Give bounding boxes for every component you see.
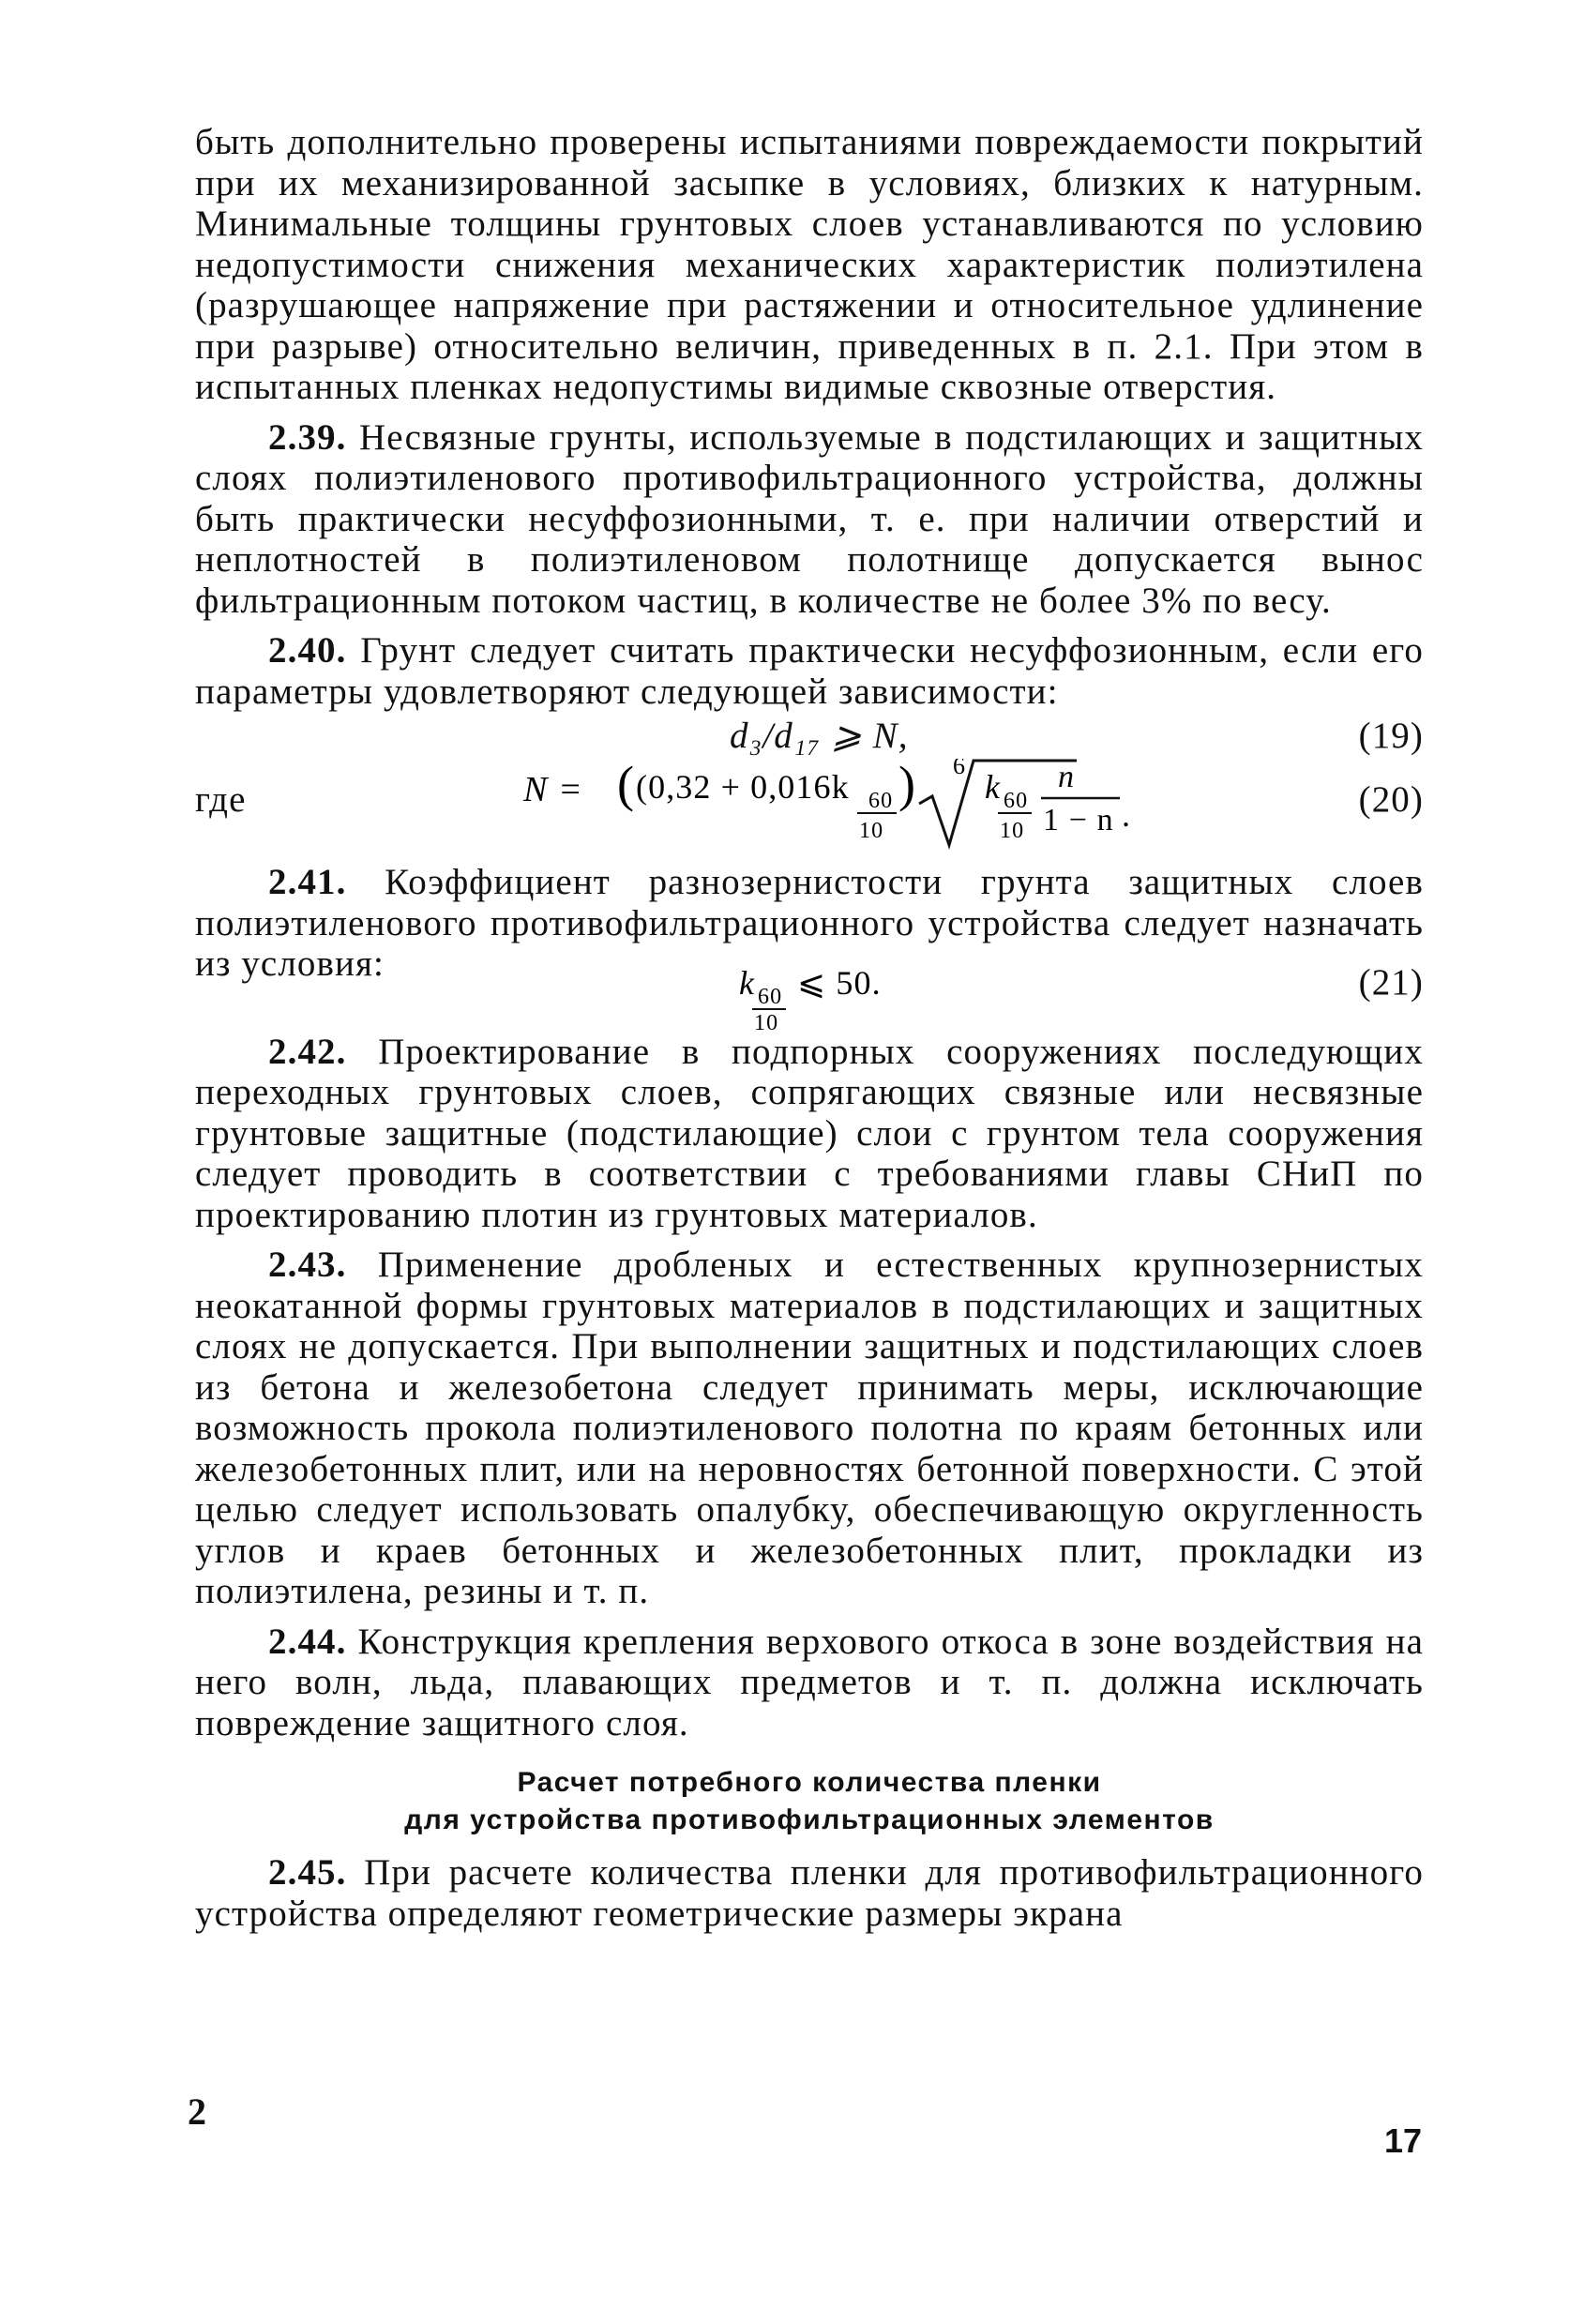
formula-k-sub-60: 60: [758, 984, 783, 1009]
root-index: 6: [953, 759, 967, 779]
page-number: 17: [1384, 2121, 1423, 2160]
formula-20-graphic: [195, 759, 1227, 862]
clause-number: 2.43.: [268, 1245, 347, 1285]
paragraph-text: Коэффициент разнозернистости грунта защитных слоев полиэтиленового противофильтрационного устройства следует назначать из условия:: [195, 862, 1424, 984]
equation-number: (20): [1358, 779, 1424, 820]
formula-k-sub-10: 10: [754, 1010, 779, 1032]
formula-expression: d₃/d₁₇ ⩾ N,: [730, 716, 909, 756]
heading-line-2: для устройства противофильтрационных элементов: [404, 1804, 1215, 1835]
formula-period: .: [1122, 796, 1132, 834]
clause-number: 2.40.: [268, 630, 347, 671]
paragraph-2-40: [195, 630, 1424, 712]
formula-paren-expr: (0,32 + 0,016k: [636, 768, 850, 806]
equation-number: (19): [1358, 716, 1424, 756]
paragraph-2-45: [195, 1852, 1424, 1934]
clause-number: 2.41.: [268, 862, 347, 902]
formula-20: [195, 759, 1424, 862]
formula-sub-60: 60: [868, 789, 894, 813]
paragraph-2-42: [195, 1032, 1424, 1236]
clause-number: 2.39.: [268, 416, 347, 458]
paren-open: (: [617, 759, 636, 812]
page-body: [195, 122, 1424, 1943]
formula-k-sub-10: 10: [1000, 819, 1025, 843]
paragraph-continuation: [195, 122, 1424, 408]
paragraph-text: Применение дробленых и естественных крупнозернистых неокатанной формы грунтовых материалов в подстилающих и защитных слоях не допускается. При выполнении защитных и подстилающих слоев из бетона и железобетона следует принимать меры, исключающие возможность прокола полиэтиленового полотна по краям бетонных или железобетонных плит, или на неровностях бетонной поверхности. С этой целью следует использовать опалубку, обеспечивающую округленность углов и краев бетонных и железобетонных плит, прокладки из полиэтилена, резины и т. п.: [195, 1245, 1424, 1611]
signature-mark: 2: [188, 2090, 206, 2133]
formula-k: k: [985, 768, 1002, 806]
paren-close: ): [898, 759, 917, 812]
formula-21: [195, 942, 1424, 1032]
formula-21-graphic: [195, 942, 1227, 1032]
formula-n-lhs: N =: [523, 770, 583, 809]
clause-number: 2.44.: [268, 1621, 347, 1662]
fraction-denominator: 1 − n: [1043, 803, 1114, 838]
paragraph-text: Конструкция крепления верхового откоса в зоне воздействия на него волн, льда, плавающих предметов и т. п. должна исключать повреждение защитного слоя.: [195, 1621, 1424, 1743]
clause-number: 2.45.: [268, 1852, 347, 1893]
where-label: где: [195, 779, 247, 820]
formula-19: [195, 716, 1424, 759]
paragraph-text: Проектирование в подпорных сооружениях последующих переходных грунтовых слоев, сопрягающих связные или несвязные грунтовые защитные (подстилающие) слои с грунтом тела сооружения следует проводить в соответствии с требованиями главы СНиП по проектированию плотин из грунтовых материалов.: [195, 1031, 1424, 1235]
paragraph-text: быть дополнительно проверены испытаниями повреждаемости покрытий при их механизированной засыпке в условиях, близких к натурным. Минимальные толщины грунтовых слоев устанавливаются по условию недопустимости снижения механических характеристик полиэтилена (разрушающее напряжение при растяжении и относительное удлинение при разрыве) относительно величин, приведенных в п. 2.1. При этом в испытанных пленках недопустимы видимые сквозные отверстия.: [195, 122, 1424, 407]
clause-number: 2.42.: [268, 1031, 347, 1072]
paragraph-text: Несвязные грунты, используемые в подстилающих и защитных слоях полиэтиленового противофильтрационного устройства, должны быть практически несуффозионными, т. е. при наличии отверстий и неплотностей в полиэтиленовом полотнище допускается вынос фильтрационным потоком частиц, в количестве не более 3% по весу.: [195, 416, 1424, 621]
paragraph-2-39: [195, 417, 1424, 622]
formula-k: k: [739, 963, 756, 1002]
equation-number: (21): [1358, 961, 1424, 1003]
section-heading: [195, 1764, 1424, 1839]
fraction-numerator: n: [1058, 760, 1076, 794]
formula-sub-10: 10: [859, 819, 884, 843]
paragraph-text: При расчете количества пленки для противофильтрационного устройства определяют геометрические размеры экрана: [195, 1852, 1424, 1934]
paragraph-2-44: [195, 1622, 1424, 1744]
paragraph-2-43: [195, 1245, 1424, 1612]
paragraph-text: Грунт следует считать практически несуффозионным, если его параметры удовлетворяют следующей зависимости:: [195, 630, 1424, 712]
formula-rest: ⩽ 50.: [797, 963, 882, 1002]
heading-line-1: Расчет потребного количества пленки: [517, 1767, 1102, 1798]
formula-k-sub-60: 60: [1004, 789, 1029, 813]
